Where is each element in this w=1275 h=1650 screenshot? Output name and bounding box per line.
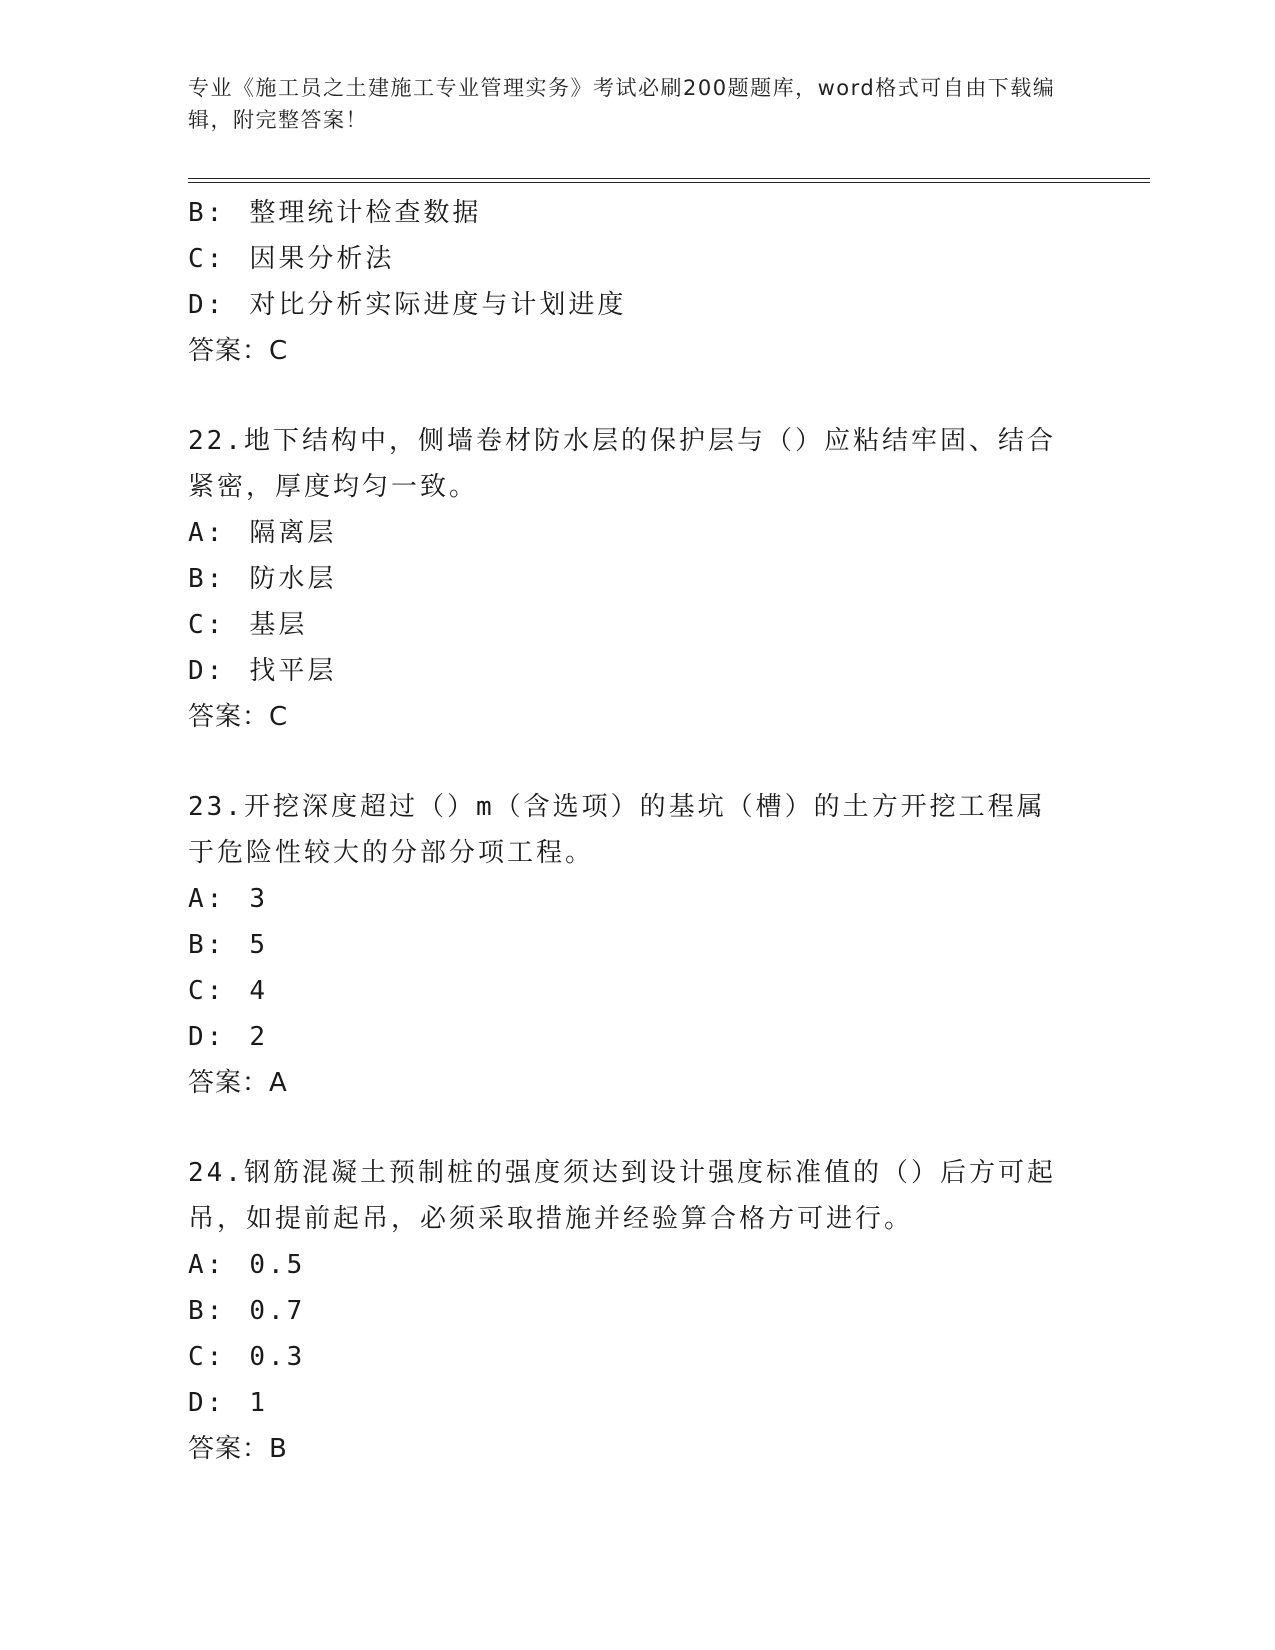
question-text: 22.地下结构中，侧墙卷材防水层的保护层与（）应粘结牢固、结合紧密，厚度均匀一致。 (188, 426, 1056, 502)
option-d: D: 找平层 (188, 656, 337, 686)
option-a: A: 隔离层 (188, 518, 337, 548)
option-c: C: 基层 (188, 610, 308, 640)
option-b: B: 防水层 (188, 564, 337, 594)
answer: 答案：A (188, 1068, 288, 1098)
option-d: D: 1 (188, 1388, 268, 1418)
option-a: A: 3 (188, 884, 268, 914)
option-d: D: 2 (188, 1022, 268, 1052)
answer: 答案：C (188, 336, 289, 366)
header-divider-top (188, 178, 1150, 179)
option-c: C: 4 (188, 976, 268, 1006)
option-a: A: 0.5 (188, 1250, 306, 1280)
answer: 答案：B (188, 1434, 288, 1464)
question-text: 24.钢筋混凝土预制桩的强度须达到设计强度标准值的（）后方可起吊，如提前起吊，必须采取措施并经验算合格方可进行。 (188, 1158, 1056, 1234)
question-22 (188, 418, 1088, 740)
option-b: B: 0.7 (188, 1296, 306, 1326)
document-header: 专业《施工员之土建施工专业管理实务》考试必刷200题题库，word格式可自由下载编辑，附完整答案！ (188, 76, 1056, 132)
question-24 (188, 1150, 1088, 1472)
option-b: B: 5 (188, 930, 268, 960)
question-23 (188, 784, 1088, 1106)
option-c: C: 0.3 (188, 1342, 306, 1372)
option-d: D: 对比分析实际进度与计划进度 (188, 290, 627, 320)
header-divider-bottom (188, 182, 1150, 183)
option-b: B: 整理统计检查数据 (188, 198, 482, 228)
question-list (188, 190, 1088, 1472)
question-text: 23.开挖深度超过（）m（含选项）的基坑（槽）的土方开挖工程属于危险性较大的分部分项工程。 (188, 792, 1046, 868)
question-21-continuation (188, 190, 1088, 374)
answer: 答案：C (188, 702, 289, 732)
option-c: C: 因果分析法 (188, 244, 395, 274)
